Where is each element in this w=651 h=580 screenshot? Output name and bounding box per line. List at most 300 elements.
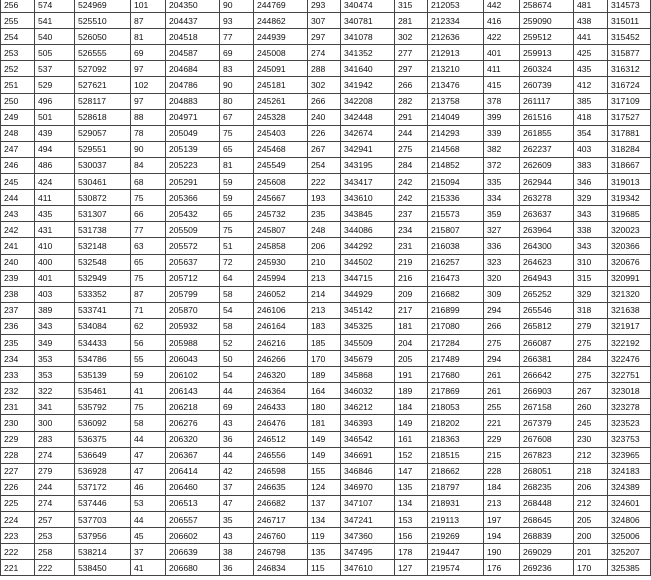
table-cell: 343 — [574, 206, 608, 222]
table-cell: 93 — [220, 13, 254, 29]
table-cell: 486 — [35, 157, 75, 173]
table-cell: 58 — [220, 318, 254, 334]
table-cell: 344086 — [341, 222, 395, 238]
table-cell: 245008 — [254, 45, 308, 61]
table-cell: 320991 — [608, 270, 651, 286]
table-cell: 204437 — [166, 13, 220, 29]
table-cell: 302 — [308, 77, 341, 93]
table-cell: 37 — [131, 544, 166, 560]
table-cell: 75 — [131, 190, 166, 206]
table-cell: 206460 — [166, 479, 220, 495]
table-cell: 44 — [220, 383, 254, 399]
table-cell: 435 — [35, 206, 75, 222]
table-cell: 212 — [574, 495, 608, 511]
table-cell: 161 — [395, 431, 428, 447]
table-cell: 262609 — [520, 157, 574, 173]
table-row — [1, 125, 651, 141]
table-row — [1, 286, 651, 302]
table-cell: 245181 — [254, 77, 308, 93]
table-cell: 236 — [1, 318, 35, 334]
table-cell: 245261 — [254, 93, 308, 109]
table-cell: 65 — [220, 206, 254, 222]
table-row — [1, 29, 651, 45]
table-cell: 231 — [1, 399, 35, 415]
table-cell: 246320 — [254, 367, 308, 383]
table-cell: 267823 — [520, 447, 574, 463]
table-cell: 41 — [131, 560, 166, 576]
table-row — [1, 528, 651, 544]
table-cell: 156 — [395, 528, 428, 544]
table-cell: 256 — [1, 0, 35, 13]
table-cell: 63 — [131, 238, 166, 254]
table-cell: 240 — [1, 254, 35, 270]
table-cell: 62 — [131, 318, 166, 334]
table-cell: 219447 — [428, 544, 484, 560]
table-cell: 206043 — [166, 351, 220, 367]
table-cell: 322751 — [608, 367, 651, 383]
table-cell: 246598 — [254, 463, 308, 479]
table-cell: 297 — [395, 61, 428, 77]
table-cell: 344715 — [341, 270, 395, 286]
table-cell: 253 — [35, 528, 75, 544]
table-row — [1, 351, 651, 367]
table-cell: 119 — [308, 528, 341, 544]
table-cell: 42 — [220, 463, 254, 479]
table-body — [1, 0, 651, 576]
table-cell: 52 — [220, 334, 254, 350]
table-cell: 66 — [131, 206, 166, 222]
table-cell: 87 — [131, 13, 166, 29]
table-cell: 189 — [308, 367, 341, 383]
table-cell: 322192 — [608, 334, 651, 350]
table-cell: 439 — [35, 125, 75, 141]
table-cell: 53 — [131, 495, 166, 511]
table-cell: 535139 — [75, 367, 131, 383]
table-cell: 245468 — [254, 141, 308, 157]
table-cell: 533352 — [75, 286, 131, 302]
table-cell: 235 — [308, 206, 341, 222]
table-row — [1, 206, 651, 222]
table-cell: 56 — [131, 334, 166, 350]
table-cell: 149 — [308, 447, 341, 463]
table-cell: 65 — [220, 141, 254, 157]
table-cell: 260 — [574, 399, 608, 415]
table-cell: 77 — [220, 29, 254, 45]
table-cell: 184 — [484, 479, 520, 495]
table-cell: 243 — [1, 206, 35, 222]
table-cell: 322 — [35, 383, 75, 399]
table-cell: 323523 — [608, 415, 651, 431]
table-cell: 342941 — [341, 141, 395, 157]
table-cell: 265812 — [520, 318, 574, 334]
table-cell: 261117 — [520, 93, 574, 109]
table-cell: 317881 — [608, 125, 651, 141]
table-cell: 341640 — [341, 61, 395, 77]
table-cell: 412 — [574, 77, 608, 93]
table-cell: 263278 — [520, 190, 574, 206]
table-cell: 341078 — [341, 29, 395, 45]
table-cell: 164 — [308, 383, 341, 399]
table-cell: 36 — [220, 431, 254, 447]
table-cell: 494 — [35, 141, 75, 157]
table-cell: 441 — [574, 29, 608, 45]
table-cell: 45 — [131, 528, 166, 544]
table-cell: 246433 — [254, 399, 308, 415]
table-cell: 275 — [574, 367, 608, 383]
table-cell: 204883 — [166, 93, 220, 109]
table-cell: 234 — [395, 222, 428, 238]
table-cell: 38 — [220, 544, 254, 560]
table-cell: 244 — [395, 125, 428, 141]
table-cell: 261 — [484, 383, 520, 399]
table-cell: 216899 — [428, 302, 484, 318]
table-cell: 237 — [1, 302, 35, 318]
table-cell: 149 — [395, 415, 428, 431]
table-cell: 315877 — [608, 45, 651, 61]
table-cell: 72 — [220, 254, 254, 270]
table-cell: 230 — [1, 415, 35, 431]
table-cell: 267158 — [520, 399, 574, 415]
table-cell: 189 — [395, 383, 428, 399]
table-row — [1, 544, 651, 560]
table-cell: 530872 — [75, 190, 131, 206]
table-cell: 124 — [308, 479, 341, 495]
table-cell: 343 — [35, 318, 75, 334]
table-cell: 378 — [484, 93, 520, 109]
table-cell: 245 — [1, 174, 35, 190]
table-cell: 274 — [308, 45, 341, 61]
table-cell: 294 — [484, 302, 520, 318]
table-cell: 43 — [220, 528, 254, 544]
table-cell: 343845 — [341, 206, 395, 222]
table-cell: 247 — [1, 141, 35, 157]
table-cell: 254 — [308, 157, 341, 173]
table-cell: 218515 — [428, 447, 484, 463]
table-cell: 194 — [484, 528, 520, 544]
table-cell: 245403 — [254, 125, 308, 141]
table-cell: 216038 — [428, 238, 484, 254]
table-cell: 249 — [1, 109, 35, 125]
table-cell: 338 — [574, 222, 608, 238]
table-cell: 205049 — [166, 125, 220, 141]
table-cell: 253 — [1, 45, 35, 61]
table-cell: 422 — [484, 29, 520, 45]
table-cell: 343417 — [341, 174, 395, 190]
table-cell: 205139 — [166, 141, 220, 157]
table-cell: 190 — [484, 544, 520, 560]
table-cell: 416 — [484, 13, 520, 29]
table-cell: 71 — [131, 302, 166, 318]
table-cell: 334 — [484, 190, 520, 206]
table-cell: 246106 — [254, 302, 308, 318]
table-cell: 206218 — [166, 399, 220, 415]
table-cell: 127 — [395, 560, 428, 576]
table-cell: 153 — [395, 512, 428, 528]
table-cell: 320366 — [608, 238, 651, 254]
table-cell: 251 — [1, 77, 35, 93]
table-cell: 206 — [574, 479, 608, 495]
table-cell: 213476 — [428, 77, 484, 93]
table-cell: 574 — [35, 0, 75, 13]
table-row — [1, 399, 651, 415]
table-cell: 246052 — [254, 286, 308, 302]
table-cell: 347360 — [341, 528, 395, 544]
table-cell: 219113 — [428, 512, 484, 528]
table-cell: 245732 — [254, 206, 308, 222]
table-cell: 206367 — [166, 447, 220, 463]
table-cell: 245994 — [254, 270, 308, 286]
table-cell: 246834 — [254, 560, 308, 576]
table-cell: 266 — [484, 318, 520, 334]
table-cell: 205932 — [166, 318, 220, 334]
table-cell: 347241 — [341, 512, 395, 528]
table-cell: 325207 — [608, 544, 651, 560]
table-cell: 217489 — [428, 351, 484, 367]
table-cell: 534433 — [75, 334, 131, 350]
table-cell: 415 — [484, 77, 520, 93]
table-cell: 69 — [220, 45, 254, 61]
table-cell: 389 — [35, 302, 75, 318]
table-cell: 205870 — [166, 302, 220, 318]
table-cell: 528117 — [75, 93, 131, 109]
table-cell: 206513 — [166, 495, 220, 511]
table-cell: 246512 — [254, 431, 308, 447]
table-cell: 261855 — [520, 125, 574, 141]
table-cell: 372 — [484, 157, 520, 173]
table-cell: 245807 — [254, 222, 308, 238]
table-cell: 297 — [308, 29, 341, 45]
table-cell: 225 — [1, 495, 35, 511]
table-cell: 315011 — [608, 13, 651, 29]
table-cell: 228 — [484, 463, 520, 479]
table-cell: 536375 — [75, 431, 131, 447]
table-cell: 88 — [131, 109, 166, 125]
table-cell: 245 — [574, 415, 608, 431]
table-cell: 205291 — [166, 174, 220, 190]
table-cell: 235 — [1, 334, 35, 350]
table-cell: 268051 — [520, 463, 574, 479]
table-cell: 267608 — [520, 431, 574, 447]
table-row — [1, 13, 651, 29]
table-cell: 222 — [1, 544, 35, 560]
table-cell: 181 — [395, 318, 428, 334]
table-cell: 343610 — [341, 190, 395, 206]
table-row — [1, 109, 651, 125]
table-cell: 293 — [308, 0, 341, 13]
table-cell: 216682 — [428, 286, 484, 302]
table-cell: 206414 — [166, 463, 220, 479]
table-cell: 537446 — [75, 495, 131, 511]
table-cell: 147 — [395, 463, 428, 479]
table-cell: 344502 — [341, 254, 395, 270]
table-cell: 501 — [35, 109, 75, 125]
table-cell: 213 — [308, 270, 341, 286]
table-cell: 266381 — [520, 351, 574, 367]
table-cell: 80 — [220, 93, 254, 109]
table-cell: 342208 — [341, 93, 395, 109]
table-cell: 248 — [308, 222, 341, 238]
table-cell: 335 — [484, 174, 520, 190]
table-cell: 233 — [1, 367, 35, 383]
table-cell: 261516 — [520, 109, 574, 125]
table-row — [1, 495, 651, 511]
table-cell: 223 — [1, 528, 35, 544]
table-cell: 320676 — [608, 254, 651, 270]
table-cell: 81 — [131, 29, 166, 45]
table-cell: 529551 — [75, 141, 131, 157]
table-cell: 300 — [35, 415, 75, 431]
table-cell: 222 — [308, 174, 341, 190]
table-cell: 345868 — [341, 367, 395, 383]
table-cell: 245667 — [254, 190, 308, 206]
table-cell: 226 — [1, 479, 35, 495]
table-cell: 47 — [131, 463, 166, 479]
table-cell: 50 — [220, 351, 254, 367]
table-cell: 246556 — [254, 447, 308, 463]
table-cell: 534786 — [75, 351, 131, 367]
table-cell: 259512 — [520, 29, 574, 45]
table-cell: 294 — [484, 351, 520, 367]
table-cell: 205799 — [166, 286, 220, 302]
table-cell: 291 — [395, 109, 428, 125]
table-row — [1, 222, 651, 238]
table-cell: 204 — [395, 334, 428, 350]
table-cell: 259913 — [520, 45, 574, 61]
table-cell: 212913 — [428, 45, 484, 61]
table-cell: 185 — [308, 334, 341, 350]
table-cell: 425 — [574, 45, 608, 61]
table-cell: 75 — [131, 399, 166, 415]
table-cell: 244769 — [254, 0, 308, 13]
table-cell: 254 — [1, 29, 35, 45]
table-cell: 219574 — [428, 560, 484, 576]
table-cell: 238 — [1, 286, 35, 302]
table-cell: 325385 — [608, 560, 651, 576]
table-cell: 532548 — [75, 254, 131, 270]
table-cell: 341352 — [341, 45, 395, 61]
table-cell: 242 — [1, 222, 35, 238]
table-cell: 403 — [574, 141, 608, 157]
table-cell: 67 — [220, 109, 254, 125]
table-cell: 385 — [574, 93, 608, 109]
table-cell: 438 — [574, 13, 608, 29]
table-cell: 526050 — [75, 29, 131, 45]
table-cell: 264623 — [520, 254, 574, 270]
table-cell: 341942 — [341, 77, 395, 93]
table-cell: 206102 — [166, 367, 220, 383]
table-row — [1, 479, 651, 495]
table-cell: 234 — [1, 351, 35, 367]
table-cell: 342448 — [341, 109, 395, 125]
table-cell: 176 — [484, 560, 520, 576]
table-cell: 310 — [574, 254, 608, 270]
table-cell: 345325 — [341, 318, 395, 334]
table-cell: 383 — [574, 157, 608, 173]
table-cell: 183 — [308, 318, 341, 334]
table-cell: 137 — [308, 495, 341, 511]
table-cell: 218931 — [428, 495, 484, 511]
table-cell: 241 — [1, 238, 35, 254]
table-cell: 346393 — [341, 415, 395, 431]
table-cell: 345142 — [341, 302, 395, 318]
table-cell: 64 — [220, 270, 254, 286]
table-cell: 205 — [395, 351, 428, 367]
table-cell: 180 — [308, 399, 341, 415]
table-cell: 217080 — [428, 318, 484, 334]
table-cell: 268839 — [520, 528, 574, 544]
table-cell: 354 — [574, 125, 608, 141]
table-cell: 534084 — [75, 318, 131, 334]
table-cell: 206143 — [166, 383, 220, 399]
table-cell: 269236 — [520, 560, 574, 576]
table-cell: 346691 — [341, 447, 395, 463]
table-cell: 244 — [35, 479, 75, 495]
table-row — [1, 270, 651, 286]
table-cell: 529057 — [75, 125, 131, 141]
table-cell: 344929 — [341, 286, 395, 302]
table-cell: 345509 — [341, 334, 395, 350]
table-cell: 322476 — [608, 351, 651, 367]
table-cell: 411 — [35, 190, 75, 206]
table-cell: 399 — [484, 109, 520, 125]
table-cell: 69 — [220, 399, 254, 415]
table-cell: 346 — [574, 174, 608, 190]
table-cell: 418 — [574, 109, 608, 125]
table-cell: 197 — [484, 512, 520, 528]
table-cell: 431 — [35, 222, 75, 238]
table-cell: 318 — [574, 302, 608, 318]
table-cell: 319013 — [608, 174, 651, 190]
table-cell: 134 — [395, 495, 428, 511]
table-cell: 135 — [395, 479, 428, 495]
table-cell: 410 — [35, 238, 75, 254]
table-cell: 65 — [131, 254, 166, 270]
table-cell: 206639 — [166, 544, 220, 560]
table-cell: 244 — [1, 190, 35, 206]
table-cell: 481 — [574, 0, 608, 13]
table-cell: 281 — [395, 13, 428, 29]
table-cell: 246476 — [254, 415, 308, 431]
table-cell: 340781 — [341, 13, 395, 29]
table-cell: 206320 — [166, 431, 220, 447]
table-row — [1, 45, 651, 61]
table-row — [1, 61, 651, 77]
table-cell: 212 — [574, 447, 608, 463]
table-cell: 206276 — [166, 415, 220, 431]
table-cell: 193 — [308, 190, 341, 206]
table-cell: 246635 — [254, 479, 308, 495]
table-cell: 345679 — [341, 351, 395, 367]
table-cell: 134 — [308, 512, 341, 528]
table-cell: 209 — [395, 286, 428, 302]
table-cell: 541 — [35, 13, 75, 29]
table-cell: 268235 — [520, 479, 574, 495]
table-cell: 346032 — [341, 383, 395, 399]
table-cell: 318284 — [608, 141, 651, 157]
table-cell: 227 — [1, 463, 35, 479]
table-cell: 90 — [220, 0, 254, 13]
table-cell: 205223 — [166, 157, 220, 173]
table-cell: 315 — [395, 0, 428, 13]
table-cell: 263637 — [520, 206, 574, 222]
table-cell: 343195 — [341, 157, 395, 173]
table-cell: 267 — [574, 383, 608, 399]
table-cell: 135 — [308, 544, 341, 560]
table-cell: 264300 — [520, 238, 574, 254]
table-cell: 530037 — [75, 157, 131, 173]
table-cell: 353 — [35, 351, 75, 367]
table-cell: 342674 — [341, 125, 395, 141]
